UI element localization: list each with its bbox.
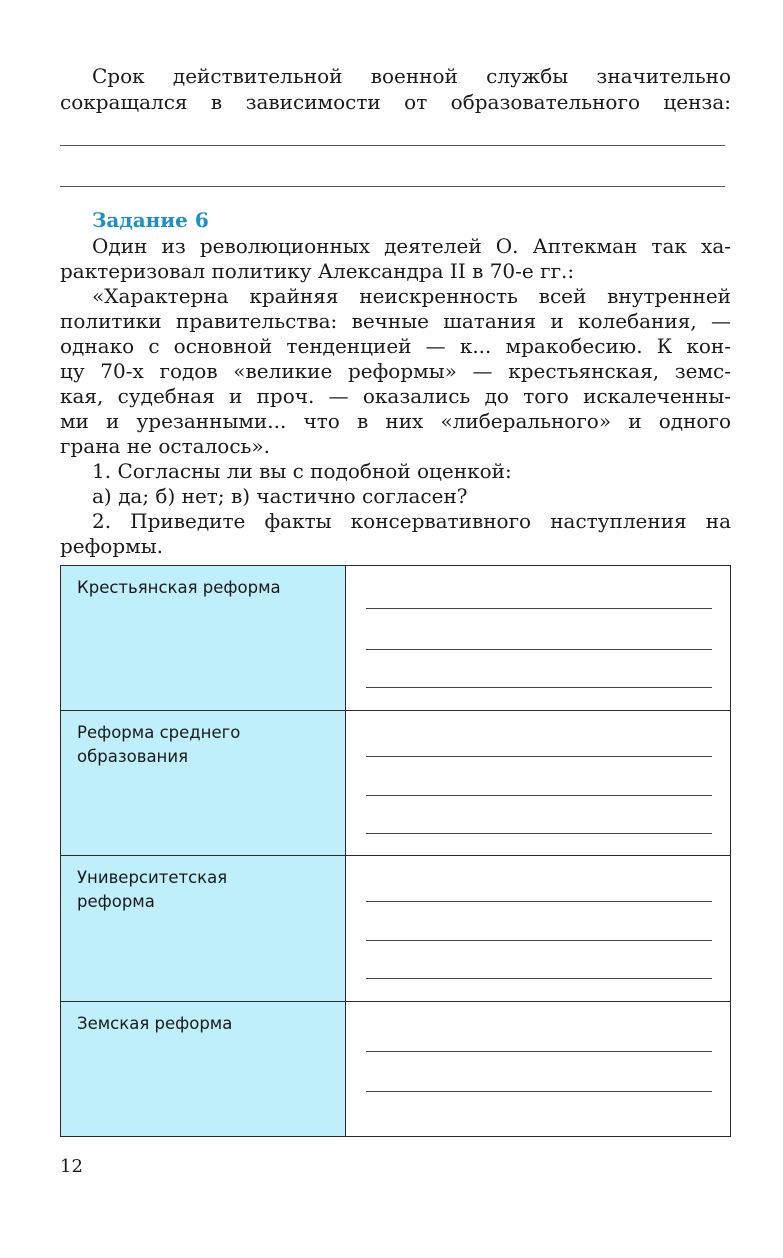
quote-line: цу 70-х годов «великие реформы» — крестьянская, земс- bbox=[60, 359, 731, 383]
answer-line[interactable] bbox=[366, 901, 712, 902]
answer-line[interactable] bbox=[366, 687, 712, 688]
table-row bbox=[61, 711, 730, 856]
reform-label-cell bbox=[61, 856, 346, 1001]
reform-label: Университетская bbox=[77, 868, 228, 887]
intro-line-1: Срок действительной военной службы значительно bbox=[92, 64, 731, 88]
quote-line: ми и урезанными... что в них «либерального» и одного bbox=[60, 409, 731, 433]
question-2: 2. Приведите факты консервативного наступления на bbox=[92, 509, 731, 533]
answer-options: а) да; б) нет; в) частично согласен? bbox=[92, 484, 468, 508]
answer-line[interactable] bbox=[60, 186, 725, 187]
answer-line[interactable] bbox=[366, 756, 712, 757]
reform-label: Земская реформа bbox=[77, 1014, 233, 1033]
reform-label-cell bbox=[61, 1002, 346, 1136]
quote-line: политики правительства: вечные шатания и колебания, — bbox=[60, 309, 731, 333]
reform-label: Крестьянская реформа bbox=[77, 578, 281, 597]
page-number: 12 bbox=[60, 1156, 83, 1177]
answer-line[interactable] bbox=[366, 978, 712, 979]
question-2-continued: реформы. bbox=[60, 534, 163, 558]
answer-line[interactable] bbox=[366, 649, 712, 650]
table-row bbox=[61, 856, 730, 1002]
task-heading: Задание 6 bbox=[92, 208, 209, 232]
answer-cell[interactable] bbox=[346, 711, 730, 855]
quote-line: кая, судебная и проч. — оказались до того искалеченны- bbox=[60, 384, 731, 408]
quote-line: «Характерна крайняя неискренность всей внутренней bbox=[92, 284, 731, 308]
reforms-table bbox=[60, 565, 731, 1137]
intro-line-2: сокращался в зависимости от образовательного ценза: bbox=[60, 90, 731, 114]
quote-line: грана не осталось». bbox=[60, 434, 270, 458]
table-row bbox=[61, 566, 730, 711]
quote-line: однако с основной тенденцией — к... мракобесию. К кон- bbox=[60, 334, 731, 358]
reform-label: Реформа среднего bbox=[77, 723, 241, 742]
answer-cell[interactable] bbox=[346, 566, 730, 710]
answer-line[interactable] bbox=[366, 608, 712, 609]
question-1: 1. Согласны ли вы с подобной оценкой: bbox=[92, 459, 512, 483]
answer-cell[interactable] bbox=[346, 856, 730, 1001]
task-text-line: рактеризовал политику Александра II в 70-е гг.: bbox=[60, 259, 575, 283]
answer-line[interactable] bbox=[366, 1091, 712, 1092]
answer-line[interactable] bbox=[60, 145, 725, 146]
answer-line[interactable] bbox=[366, 795, 712, 796]
answer-cell[interactable] bbox=[346, 1002, 730, 1136]
answer-line[interactable] bbox=[366, 1051, 712, 1052]
task-text-line: Один из революционных деятелей О. Аптекман так ха- bbox=[92, 234, 731, 258]
answer-line[interactable] bbox=[366, 940, 712, 941]
reform-label: реформа bbox=[77, 892, 155, 911]
reform-label: образования bbox=[77, 747, 188, 766]
answer-line[interactable] bbox=[366, 833, 712, 834]
reform-label-cell bbox=[61, 566, 346, 710]
table-row bbox=[61, 1002, 730, 1136]
reform-label-cell bbox=[61, 711, 346, 855]
